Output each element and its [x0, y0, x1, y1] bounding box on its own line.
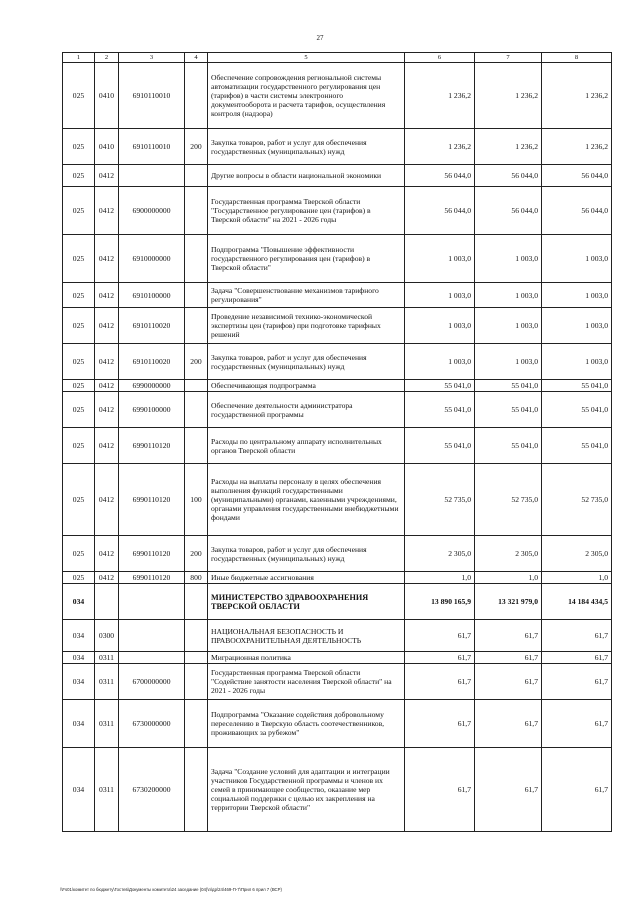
amount-col8: 61,7: [542, 652, 612, 664]
expense-type-code: [185, 63, 208, 129]
table-row: [63, 652, 612, 664]
admin-code: 025: [63, 129, 95, 165]
amount-col8: 56 044,0: [542, 187, 612, 235]
admin-code: 034: [63, 584, 95, 620]
table-row: [63, 620, 612, 652]
amount-col8: 61,7: [542, 748, 612, 832]
amount-col7: 55 041,0: [475, 428, 542, 464]
section-code: 0410: [95, 129, 119, 165]
table-row: [63, 235, 612, 283]
item-name: Расходы по центральному аппарату исполнительных органов Тверской области: [208, 428, 405, 464]
target-article-code: 6910110010: [119, 129, 185, 165]
expense-type-code: 200: [185, 129, 208, 165]
item-name: Задача "Совершенствование механизмов тарифного регулирования": [208, 283, 405, 308]
amount-col6: 52 735,0: [405, 464, 475, 536]
amount-col7: 1 236,2: [475, 63, 542, 129]
expense-type-code: [185, 748, 208, 832]
file-path-footer: \\Fs01\комитет по бюджету\Гостев\Документы комитета\24 заседание (04)\п\др\24\469-П-7\Прил 6 прил 7 (ВСР): [60, 887, 282, 892]
item-name: Иные бюджетные ассигнования: [208, 572, 405, 584]
admin-code: 025: [63, 165, 95, 187]
column-number: 6: [405, 53, 475, 63]
table-row: [63, 308, 612, 344]
table-row: [63, 283, 612, 308]
expense-type-code: [185, 392, 208, 428]
amount-col6: 13 890 165,9: [405, 584, 475, 620]
amount-col8: 52 735,0: [542, 464, 612, 536]
column-number: 3: [119, 53, 185, 63]
amount-col8: 61,7: [542, 620, 612, 652]
amount-col6: 61,7: [405, 664, 475, 700]
amount-col6: 61,7: [405, 748, 475, 832]
amount-col7: 61,7: [475, 748, 542, 832]
amount-col7: 1 003,0: [475, 283, 542, 308]
expense-type-code: [185, 235, 208, 283]
column-number: 7: [475, 53, 542, 63]
amount-col8: 1 003,0: [542, 235, 612, 283]
section-code: 0311: [95, 700, 119, 748]
table-row: [63, 464, 612, 536]
admin-code: 025: [63, 63, 95, 129]
amount-col8: 55 041,0: [542, 392, 612, 428]
section-code: [95, 584, 119, 620]
target-article-code: [119, 165, 185, 187]
table-row: [63, 664, 612, 700]
amount-col7: 61,7: [475, 664, 542, 700]
section-code: 0412: [95, 392, 119, 428]
amount-col8: 14 184 434,5: [542, 584, 612, 620]
section-code: 0311: [95, 652, 119, 664]
item-name: Обеспечивающая подпрограмма: [208, 380, 405, 392]
admin-code: 025: [63, 572, 95, 584]
expense-type-code: [185, 165, 208, 187]
amount-col7: 1 003,0: [475, 344, 542, 380]
item-name: Закупка товаров, работ и услуг для обеспечения государственных (муниципальных) нужд: [208, 536, 405, 572]
amount-col8: 61,7: [542, 700, 612, 748]
amount-col6: 61,7: [405, 700, 475, 748]
admin-code: 034: [63, 620, 95, 652]
item-name: Миграционная политика: [208, 652, 405, 664]
amount-col7: 61,7: [475, 652, 542, 664]
item-name: Обеспечение деятельности администратора государственной программы: [208, 392, 405, 428]
table-row: [63, 536, 612, 572]
column-number: 8: [542, 53, 612, 63]
target-article-code: 6910110020: [119, 344, 185, 380]
table-row: [63, 572, 612, 584]
admin-code: 034: [63, 664, 95, 700]
amount-col6: 1,0: [405, 572, 475, 584]
expense-type-code: [185, 187, 208, 235]
target-article-code: 6990110120: [119, 572, 185, 584]
amount-col7: 1 003,0: [475, 235, 542, 283]
section-code: 0311: [95, 664, 119, 700]
item-name: Проведение независимой технико-экономической экспертизы цен (тарифов) при подготовке тарифных решений: [208, 308, 405, 344]
expense-type-code: 800: [185, 572, 208, 584]
admin-code: 025: [63, 392, 95, 428]
target-article-code: 6990110120: [119, 428, 185, 464]
target-article-code: 6990110120: [119, 536, 185, 572]
amount-col8: 1 236,2: [542, 63, 612, 129]
item-name: Задача "Создание условий для адаптации и интеграции участников Государственной программы и членов их семей в принимающее сообщество, оказание мер социальной поддержки с целью их закрепления на территории Тверской области": [208, 748, 405, 832]
amount-col6: 55 041,0: [405, 428, 475, 464]
amount-col8: 55 041,0: [542, 428, 612, 464]
item-name: Обеспечение сопровождения региональной системы автоматизации государственного регулирования цен (тарифов) в части системы электронного документооборота и расчета тарифов, осуществления контроля (надзора): [208, 63, 405, 129]
column-number: 4: [185, 53, 208, 63]
amount-col8: 55 041,0: [542, 380, 612, 392]
admin-code: 025: [63, 536, 95, 572]
section-code: 0412: [95, 344, 119, 380]
amount-col7: 56 044,0: [475, 165, 542, 187]
section-code: 0412: [95, 308, 119, 344]
amount-col6: 56 044,0: [405, 187, 475, 235]
amount-col7: 55 041,0: [475, 392, 542, 428]
expense-type-code: [185, 584, 208, 620]
admin-code: 034: [63, 748, 95, 832]
admin-code: 025: [63, 187, 95, 235]
admin-code: 025: [63, 283, 95, 308]
item-name: Закупка товаров, работ и услуг для обеспечения государственных (муниципальных) нужд: [208, 129, 405, 165]
section-code: 0412: [95, 235, 119, 283]
item-name: Подпрограмма "Повышение эффективности государственного регулирования цен (тарифов) в Тверской области": [208, 235, 405, 283]
section-code: 0412: [95, 165, 119, 187]
item-name: Другие вопросы в области национальной экономики: [208, 165, 405, 187]
item-name: Закупка товаров, работ и услуг для обеспечения государственных (муниципальных) нужд: [208, 344, 405, 380]
table-row: [63, 584, 612, 620]
page-number: 27: [316, 34, 324, 42]
item-name: Подпрограмма "Оказание содействия добровольному переселению в Тверскую область соотечественников, проживающих за рубежом": [208, 700, 405, 748]
amount-col8: 61,7: [542, 664, 612, 700]
expense-type-code: [185, 308, 208, 344]
amount-col7: 61,7: [475, 700, 542, 748]
expense-type-code: 200: [185, 344, 208, 380]
target-article-code: [119, 652, 185, 664]
section-code: 0412: [95, 536, 119, 572]
amount-col8: 1 003,0: [542, 344, 612, 380]
expense-type-code: [185, 700, 208, 748]
amount-col8: 1 003,0: [542, 283, 612, 308]
target-article-code: 6990100000: [119, 392, 185, 428]
amount-col7: 52 735,0: [475, 464, 542, 536]
amount-col6: 2 305,0: [405, 536, 475, 572]
target-article-code: 6910110010: [119, 63, 185, 129]
table-row: [63, 63, 612, 129]
target-article-code: 6700000000: [119, 664, 185, 700]
admin-code: 025: [63, 380, 95, 392]
expense-type-code: [185, 380, 208, 392]
amount-col8: 1 003,0: [542, 308, 612, 344]
target-article-code: 6730000000: [119, 700, 185, 748]
section-code: 0412: [95, 428, 119, 464]
amount-col6: 1 236,2: [405, 63, 475, 129]
amount-col6: 1 003,0: [405, 235, 475, 283]
target-article-code: 6730200000: [119, 748, 185, 832]
section-code: 0410: [95, 63, 119, 129]
amount-col7: 55 041,0: [475, 380, 542, 392]
target-article-code: 6900000000: [119, 187, 185, 235]
expense-type-code: 200: [185, 536, 208, 572]
column-number-row: [63, 53, 612, 63]
expense-type-code: [185, 664, 208, 700]
expense-type-code: [185, 652, 208, 664]
item-name: МИНИСТЕРСТВО ЗДРАВООХРАНЕНИЯ ТВЕРСКОЙ ОБЛАСТИ: [208, 584, 405, 620]
admin-code: 025: [63, 428, 95, 464]
table-row: [63, 748, 612, 832]
amount-col7: 1 003,0: [475, 308, 542, 344]
item-name: Государственная программа Тверской области "Содействие занятости населения Тверской области" на 2021 - 2026 годы: [208, 664, 405, 700]
section-code: 0412: [95, 572, 119, 584]
target-article-code: 6910110020: [119, 308, 185, 344]
admin-code: 025: [63, 308, 95, 344]
amount-col8: 1,0: [542, 572, 612, 584]
section-code: 0412: [95, 283, 119, 308]
budget-table: [62, 52, 612, 832]
section-code: 0412: [95, 380, 119, 392]
section-code: 0300: [95, 620, 119, 652]
target-article-code: 6910000000: [119, 235, 185, 283]
amount-col7: 56 044,0: [475, 187, 542, 235]
amount-col6: 55 041,0: [405, 380, 475, 392]
admin-code: 034: [63, 652, 95, 664]
column-number: 5: [208, 53, 405, 63]
admin-code: 034: [63, 700, 95, 748]
column-number: 1: [63, 53, 95, 63]
section-code: 0412: [95, 464, 119, 536]
amount-col6: 61,7: [405, 652, 475, 664]
table-row: [63, 700, 612, 748]
expense-type-code: [185, 620, 208, 652]
table-row: [63, 165, 612, 187]
item-name: Государственная программа Тверской области "Государственное регулирование цен (тарифов) в Тверской области" на 2021 - 2026 годы: [208, 187, 405, 235]
amount-col7: 13 321 979,0: [475, 584, 542, 620]
table-row: [63, 428, 612, 464]
amount-col6: 1 236,2: [405, 129, 475, 165]
table-row: [63, 129, 612, 165]
amount-col6: 61,7: [405, 620, 475, 652]
expense-type-code: [185, 283, 208, 308]
table-row: [63, 344, 612, 380]
amount-col7: 2 305,0: [475, 536, 542, 572]
target-article-code: 6990110120: [119, 464, 185, 536]
table-row: [63, 187, 612, 235]
expense-type-code: [185, 428, 208, 464]
admin-code: 025: [63, 344, 95, 380]
target-article-code: [119, 620, 185, 652]
item-name: НАЦИОНАЛЬНАЯ БЕЗОПАСНОСТЬ И ПРАВООХРАНИТЕЛЬНАЯ ДЕЯТЕЛЬНОСТЬ: [208, 620, 405, 652]
amount-col7: 61,7: [475, 620, 542, 652]
amount-col6: 56 044,0: [405, 165, 475, 187]
amount-col7: 1,0: [475, 572, 542, 584]
table-row: [63, 380, 612, 392]
section-code: 0412: [95, 187, 119, 235]
amount-col8: 1 236,2: [542, 129, 612, 165]
admin-code: 025: [63, 235, 95, 283]
target-article-code: [119, 584, 185, 620]
amount-col6: 55 041,0: [405, 392, 475, 428]
amount-col6: 1 003,0: [405, 308, 475, 344]
section-code: 0311: [95, 748, 119, 832]
amount-col8: 2 305,0: [542, 536, 612, 572]
expense-type-code: 100: [185, 464, 208, 536]
amount-col8: 56 044,0: [542, 165, 612, 187]
amount-col6: 1 003,0: [405, 344, 475, 380]
amount-col7: 1 236,2: [475, 129, 542, 165]
admin-code: 025: [63, 464, 95, 536]
amount-col6: 1 003,0: [405, 283, 475, 308]
target-article-code: 6910100000: [119, 283, 185, 308]
target-article-code: 6990000000: [119, 380, 185, 392]
column-number: 2: [95, 53, 119, 63]
table-row: [63, 392, 612, 428]
item-name: Расходы на выплаты персоналу в целях обеспечения выполнения функций государственными (муниципальными) органами, казенными учреждениями, органами управления государственными внебюджетными фондами: [208, 464, 405, 536]
